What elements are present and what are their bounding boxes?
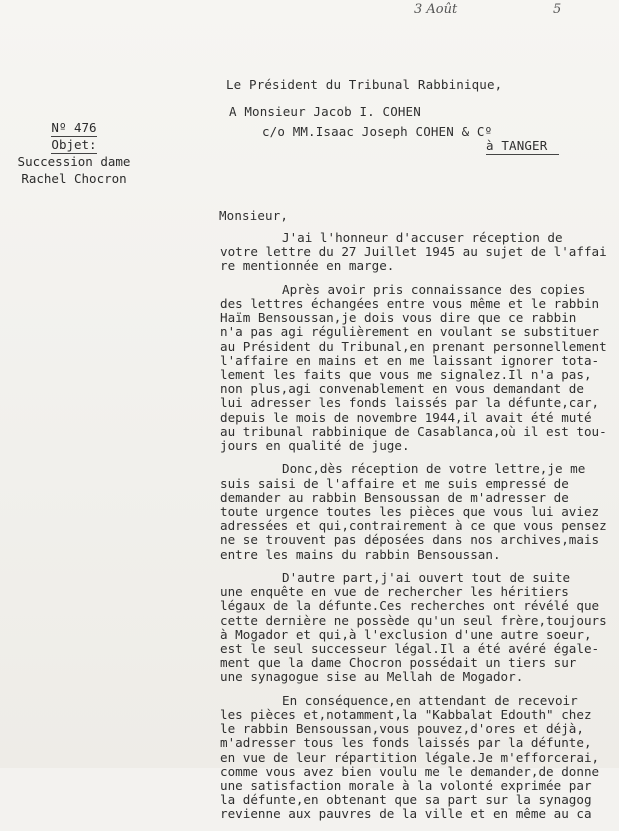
- body-line: Haïm Bensoussan,je dois vous dire que ce rabbin: [220, 310, 577, 326]
- body-line: depuis le mois de novembre 1944,il avait été muté: [220, 409, 592, 425]
- body-line: revienne aux pauvres de la ville et en même au ca: [220, 806, 592, 822]
- body-line: suis saisi de l'affaire et me suis empressé de: [220, 475, 569, 491]
- object-line-1: Succession dame: [17, 154, 131, 169]
- margin-reference: [14, 119, 134, 187]
- body-line: une enquête en vue de rechercher les héritiers: [220, 584, 569, 600]
- body-line: ne se trouvent pas déposées dans nos archives,mais: [220, 532, 600, 548]
- salutation: Monsieur,: [219, 208, 289, 223]
- body-line: entre les mains du rabbin Bensoussan.: [220, 546, 501, 562]
- body-line: toute urgence toutes les pièces que vous lui aviez: [220, 504, 600, 520]
- body-line: D'autre part,j'ai ouvert tout de suite: [282, 570, 571, 586]
- body-paragraph: [220, 462, 619, 561]
- body-line: Après avoir pris connaissance des copies: [282, 281, 586, 297]
- body-line: le rabbin Bensoussan,vous pouvez,d'ores et déjà,: [220, 721, 584, 737]
- sender-line: Le Président du Tribunal Rabbinique,: [226, 77, 503, 92]
- body-line: adressées et qui,contrairement à ce que vous pensez: [220, 518, 607, 534]
- body-line: comme vous avez bien voulu me le demander,de donne: [220, 763, 600, 779]
- body-line: l'affaire en mains et en me laissant ignorer tota-: [220, 352, 600, 368]
- handwritten-date: 3 Août: [414, 2, 458, 17]
- body-line: demander au rabbin Bensoussan de m'adresser de: [220, 489, 569, 505]
- body-paragraph: [220, 283, 619, 453]
- body-line: m'adresser tous les fonds laissés par la défunte,: [220, 735, 592, 751]
- reference-number: Nº 476: [51, 120, 97, 135]
- page-number: 5: [553, 2, 562, 17]
- body-line: au Président du Tribunal,en prenant personnellement: [220, 338, 607, 354]
- body-line: au tribunal rabbinique de Casablanca,où il est tou-: [220, 423, 607, 439]
- body-line: J'ai l'honneur d'accuser réception de: [282, 230, 563, 245]
- object-line-2: Rachel Chocron: [21, 171, 127, 186]
- body-line: non plus,agi convenablement en vous demandant de: [220, 381, 584, 397]
- object-label: Objet:: [51, 137, 97, 152]
- body-line: est le seul successeur légal.Il a été avéré égale-: [220, 641, 600, 657]
- body-paragraph: [220, 231, 619, 274]
- body-line: la défunte,en obtenant que sa part sur la synagog: [220, 792, 592, 808]
- body-line: lement les faits que vous me signalez.Il n'a pas,: [220, 367, 592, 383]
- body-line: cette dernière ne possède qu'un seul frère,toujours: [220, 612, 607, 628]
- body-line: légaux de la défunte.Ces recherches ont révélé que: [220, 598, 600, 614]
- body-paragraph: [220, 694, 619, 822]
- body-line: à Mogador et qui,à l'exclusion d'une autre soeur,: [220, 626, 592, 642]
- body-line: en vue de leur répartition légale.Je m'efforcerai,: [220, 749, 600, 765]
- body-line: une synagogue sise au Mellah de Mogador.: [220, 669, 524, 685]
- body-line: re mentionnée en marge.: [220, 258, 395, 274]
- body-line: lui adresser les fonds laissés par la défunte,car,: [220, 395, 600, 411]
- body-line: votre lettre du 27 Juillet 1945 au sujet de l'affai: [220, 244, 607, 260]
- body-line: des lettres échangées entre vous même et le rabbin: [220, 296, 600, 311]
- letter-body: [220, 231, 619, 831]
- body-line: une satisfaction morale à la volonté exprimée par: [220, 778, 592, 794]
- body-line: les pièces et,notamment,la "Kabbalat Edouth" chez: [220, 707, 592, 723]
- body-paragraph: [220, 571, 619, 685]
- recipient-city: à TANGER: [486, 138, 559, 155]
- recipient-name: A Monsieur Jacob I. COHEN: [229, 104, 421, 119]
- body-line: jours en qualité de juge.: [220, 438, 410, 454]
- body-line: En conséquence,en attendant de recevoir: [282, 692, 578, 708]
- body-line: Donc,dès réception de votre lettre,je me: [282, 461, 586, 477]
- body-line: n'a pas agi régulièrement en voulant se substituer: [220, 324, 600, 340]
- body-line: ment que la dame Chocron possédait un tiers sur: [220, 655, 577, 671]
- recipient-company: c/o MM.Isaac Joseph COHEN & Cº: [262, 124, 493, 139]
